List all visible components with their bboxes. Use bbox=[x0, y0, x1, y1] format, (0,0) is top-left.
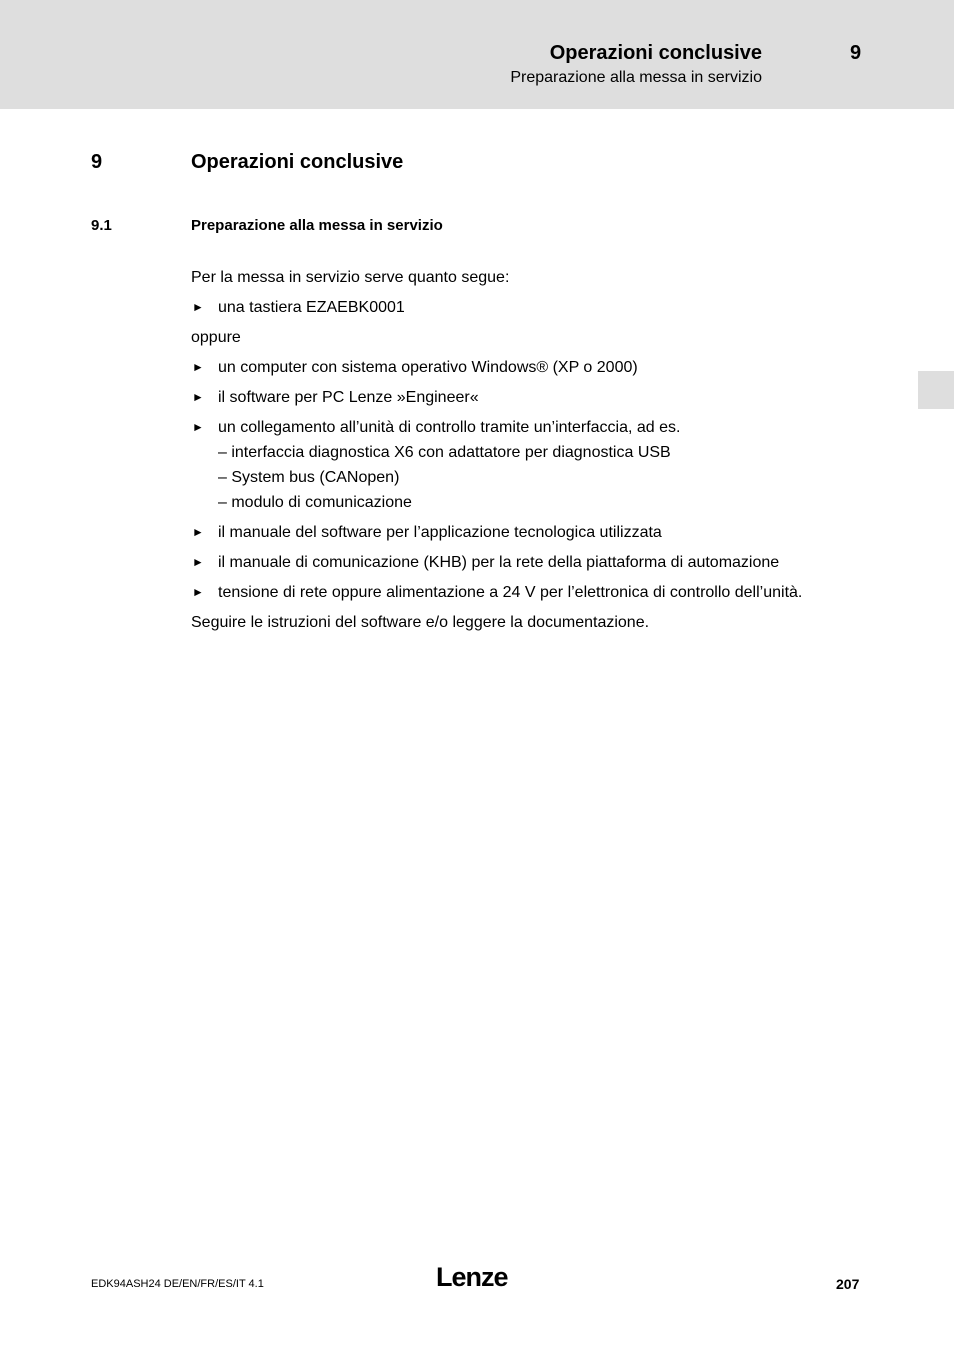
list-item-text: il software per PC Lenze »Engineer« bbox=[218, 389, 479, 406]
sub-item: – System bus (CANopen) bbox=[218, 469, 400, 486]
chapter-title: Operazioni conclusive bbox=[191, 151, 404, 173]
bullet-arrow-icon: ► bbox=[192, 585, 204, 599]
bullet-arrow-icon: ► bbox=[192, 300, 204, 314]
chapter-side-tab bbox=[918, 371, 954, 409]
lenze-logo: Lenze bbox=[436, 1262, 508, 1292]
sub-item: – modulo di comunicazione bbox=[218, 494, 412, 511]
header-band bbox=[0, 0, 954, 109]
document-code: EDK94ASH24 DE/EN/FR/ES/IT 4.1 bbox=[91, 1278, 264, 1290]
list-item bbox=[191, 295, 891, 320]
list-item bbox=[191, 550, 891, 575]
page-number: 207 bbox=[836, 1276, 860, 1292]
section-title: Preparazione alla messa in servizio bbox=[191, 217, 443, 234]
list-item-text: il manuale di comunicazione (KHB) per la rete della piattaforma di automazione bbox=[218, 554, 780, 571]
chapter-number: 9 bbox=[91, 151, 103, 173]
list-item-text: una tastiera EZAEBK0001 bbox=[218, 299, 405, 316]
list-item-text: un collegamento all’unità di controllo tramite un’interfaccia, ad es. bbox=[218, 419, 681, 436]
section-number: 9.1 bbox=[91, 217, 112, 234]
header-chapter-number: 9 bbox=[850, 42, 862, 64]
list-item-text: tensione di rete oppure alimentazione a 24 V per l’elettronica di controllo dell’unità. bbox=[218, 584, 803, 601]
body-text bbox=[191, 265, 891, 640]
list-item-text: il manuale del software per l’applicazione tecnologica utilizzata bbox=[218, 524, 662, 541]
sub-item: – interfaccia diagnostica X6 con adattatore per diagnostica USB bbox=[218, 444, 671, 461]
closing-paragraph: Seguire le istruzioni del software e/o leggere la documentazione. bbox=[191, 614, 650, 631]
list-item bbox=[191, 520, 891, 545]
list-item bbox=[191, 580, 891, 605]
intro-paragraph: Per la messa in servizio serve quanto segue: bbox=[191, 269, 510, 286]
list-item bbox=[191, 415, 891, 515]
list-item bbox=[191, 385, 891, 410]
list-item bbox=[191, 355, 891, 380]
header-title: Operazioni conclusive bbox=[549, 42, 762, 64]
oppure-paragraph: oppure bbox=[191, 329, 241, 346]
bullet-arrow-icon: ► bbox=[192, 525, 204, 539]
bullet-arrow-icon: ► bbox=[192, 360, 204, 374]
header-subtitle: Preparazione alla messa in servizio bbox=[510, 69, 762, 86]
bullet-arrow-icon: ► bbox=[192, 390, 204, 404]
bullet-arrow-icon: ► bbox=[192, 555, 204, 569]
bullet-arrow-icon: ► bbox=[192, 420, 204, 434]
list-item-text: un computer con sistema operativo Windows® (XP o 2000) bbox=[218, 359, 638, 376]
